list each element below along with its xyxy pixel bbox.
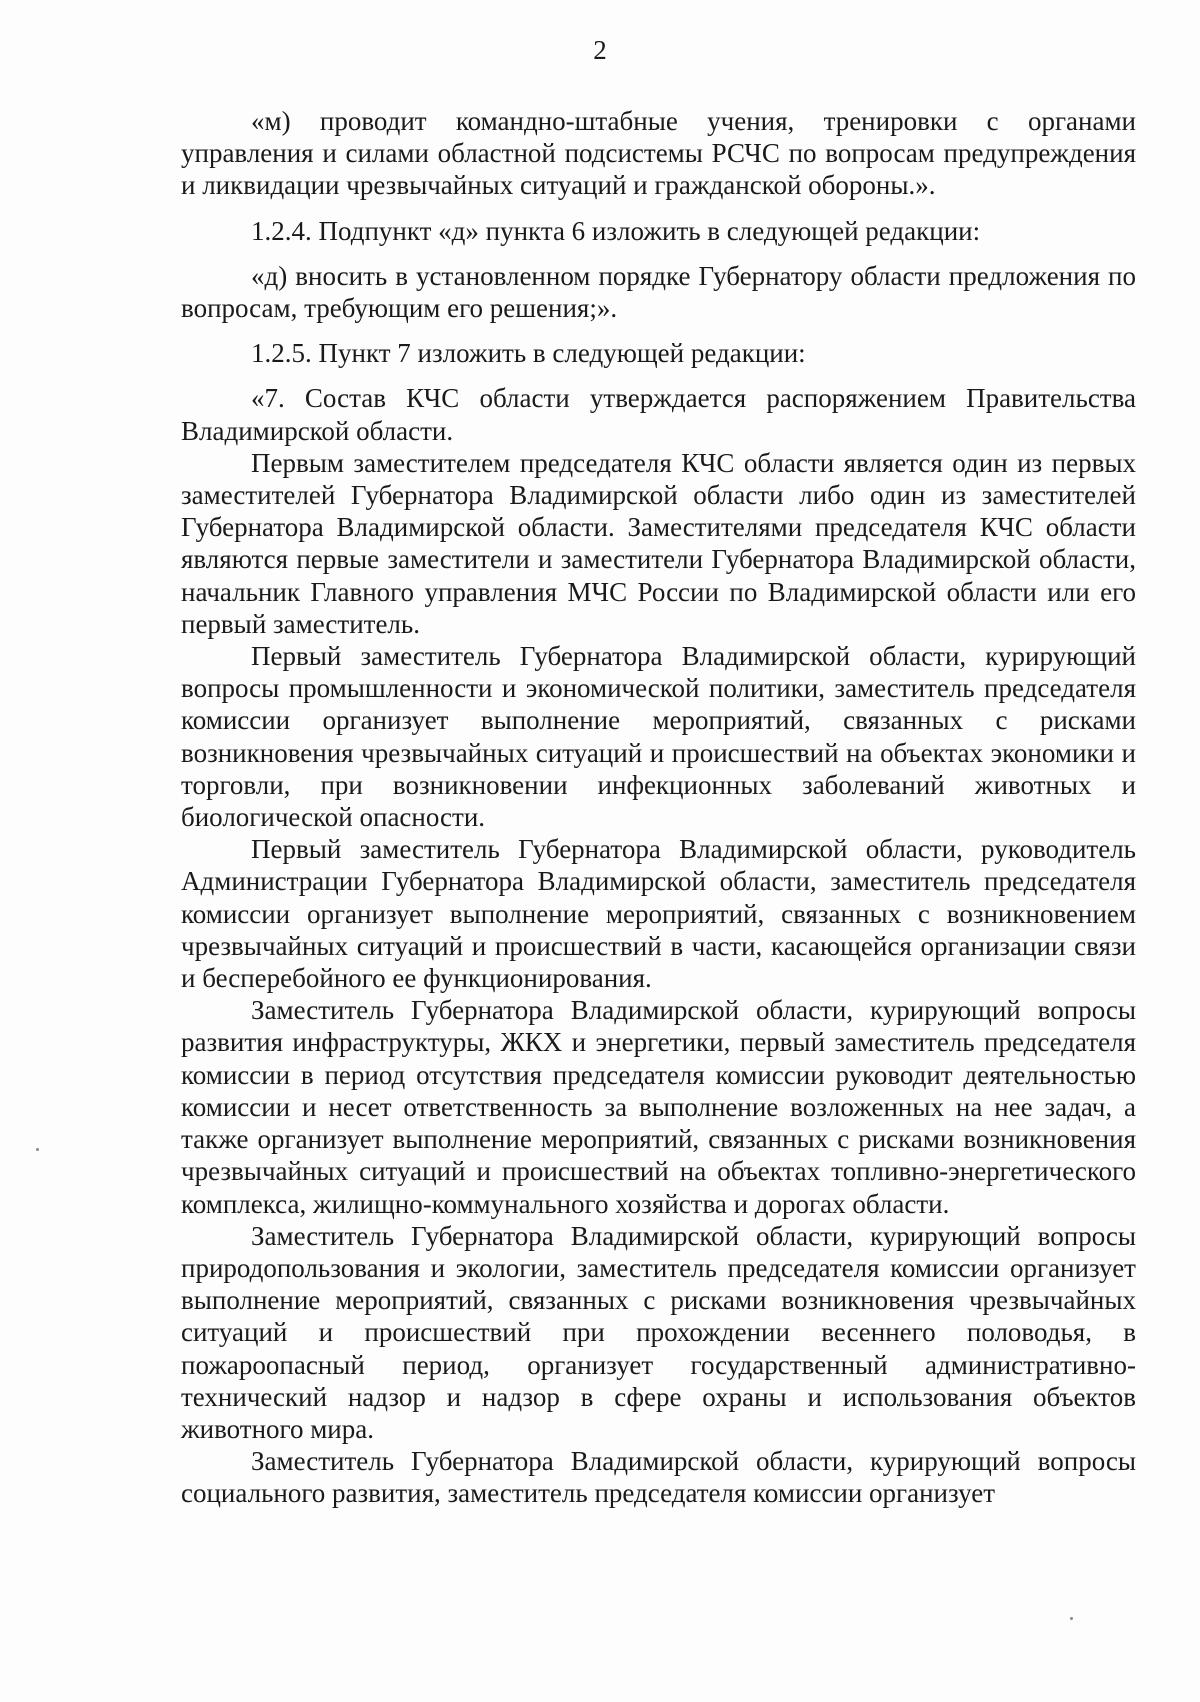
paragraph-1-2-5: 1.2.5. Пункт 7 изложить в следующей редакции:: [251, 338, 806, 369]
paragraph-deputy-industry: Первый заместитель Губернатора Владимирской области, курирующий вопросы промышленности и экономической политики, заместитель председателя комиссии организует выполнение мероприятий, связанных с рисками возникновения чрезвычайных ситуаций и происшествий на объектах экономики и торговли, при возникновении инфекционных заболеваний животных и биологической опасности.: [181, 641, 1136, 833]
scan-speck: [36, 1148, 39, 1151]
paragraph-deputy-infrastructure: Заместитель Губернатора Владимирской области, курирующий вопросы развития инфраструктуры, ЖКХ и энергетики, первый заместитель председателя комиссии в период отсутствия председателя комиссии руководит деятельностью комиссии и несет ответственность за выполнение возложенных на нее задач, а также организует выполнение мероприятий, связанных с рисками возникновения чрезвычайных ситуаций и происшествий на объектах топливно-энергетического комплекса, жилищно-коммунального хозяйства и дорогах области.: [181, 995, 1136, 1219]
page-number: 2: [593, 35, 607, 65]
paragraph-1-2-4: 1.2.4. Подпункт «д» пункта 6 изложить в следующей редакции:: [251, 215, 981, 246]
paragraph-item-7: «7. Состав КЧС области утверждается распоряжением Правительства Владимирской области.: [181, 383, 1136, 446]
document-body: [181, 105, 1136, 1510]
scan-speck: [1070, 1617, 1073, 1620]
paragraph-deputy-ecology: Заместитель Губернатора Владимирской области, курирующий вопросы природопользования и экологии, заместитель председателя комиссии организует выполнение мероприятий, связанных с рисками возникновения чрезвычайных ситуаций и происшествий при прохождении весеннего половодья, в пожароопасный период, организует государственный административно-технический надзор и надзор в сфере охраны и использования объектов животного мира.: [181, 1220, 1136, 1444]
paragraph-first-deputy-chair: Первым заместителем председателя КЧС области является один из первых заместителей Губернатора Владимирской области либо один из заместителей Губернатора Владимирской области. Заместителями председателя КЧС области являются первые заместители и заместители Губернатора Владимирской области, начальник Главного управления МЧС России по Владимирской области или его первый заместитель.: [181, 447, 1136, 639]
paragraph-deputy-administration: Первый заместитель Губернатора Владимирской области, руководитель Администрации Губернатора Владимирской области, заместитель председателя комиссии организует выполнение мероприятий, связанных с возникновением чрезвычайных ситуаций и происшествий в части, касающейся организации связи и бесперебойного ее функционирования.: [181, 834, 1136, 994]
paragraph-item-m: «м) проводит командно-штабные учения, тренировки с органами управления и силами областной подсистемы РСЧС по вопросам предупреждения и ликвидации чрезвычайных ситуаций и гражданской обороны.».: [181, 106, 1136, 201]
paragraph-item-d: «д) вносить в установленном порядке Губернатору области предложения по вопросам, требующим его решения;».: [181, 260, 1136, 324]
paragraph-deputy-social: Заместитель Губернатора Владимирской области, курирующий вопросы социального развития, заместитель председателя комиссии организует: [181, 1446, 1136, 1509]
